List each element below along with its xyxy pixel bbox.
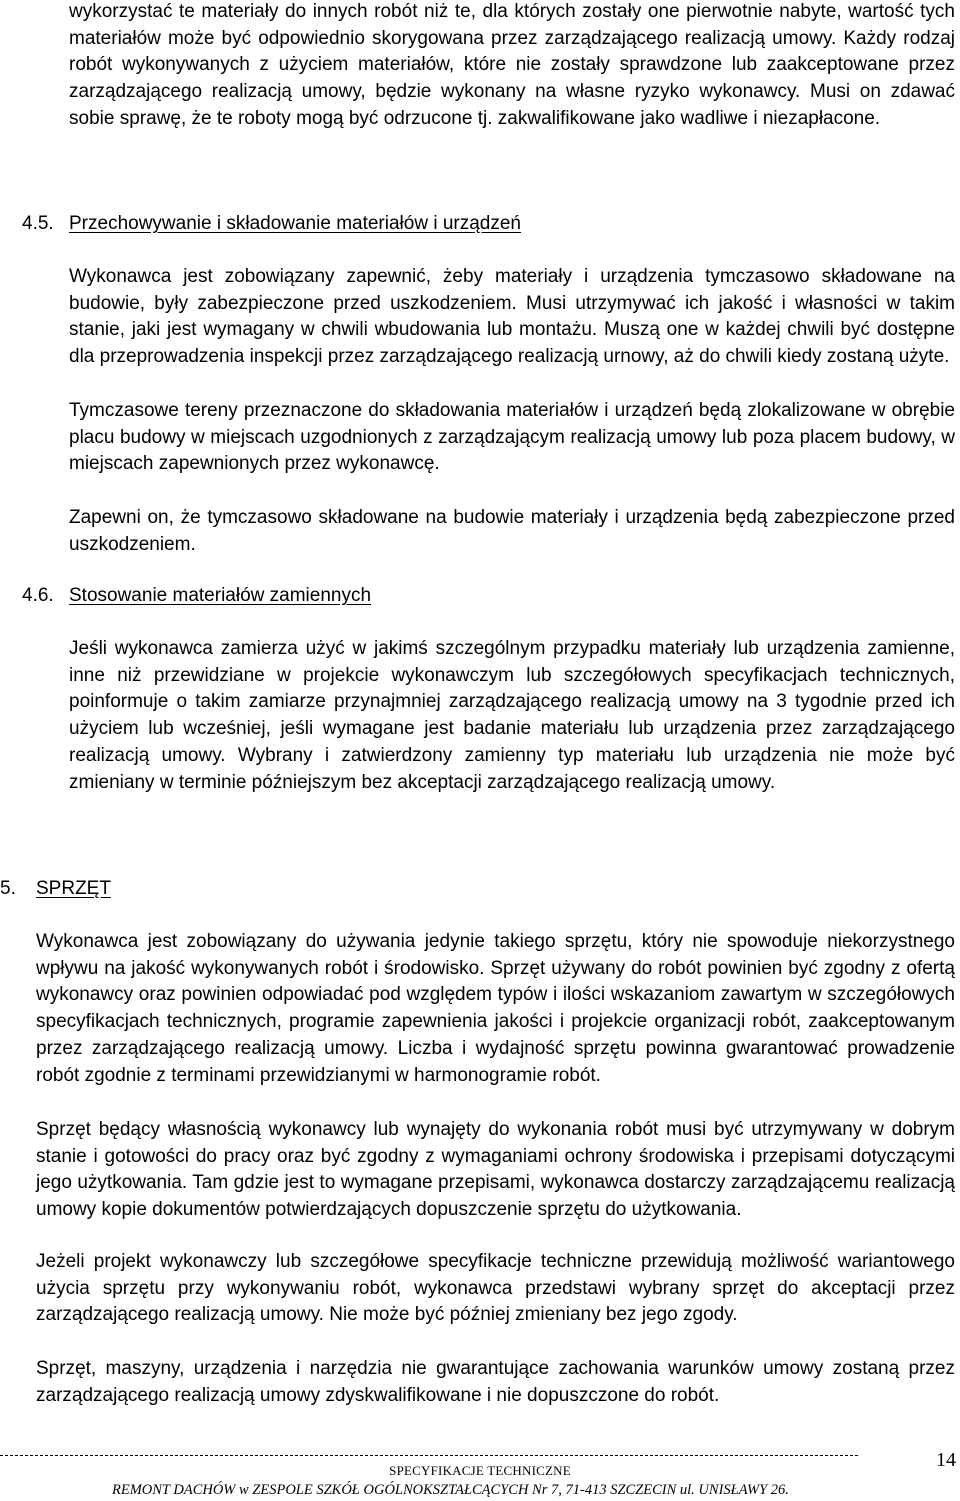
section-number: 4.6.	[22, 585, 54, 606]
section-5-paragraph-4: Sprzęt, maszyny, urządzenia i narzędzia nie gwarantujące zachowania warunków umowy zostaną przez zarządzającego realizacją umowy zdyskwalifikowane i nie dopuszczone do robót.	[36, 1358, 955, 1406]
section-4-6-paragraph-1: Jeśli wykonawca zamierza użyć w jakimś szczególnym przypadku materiały lub urządzenia zamienne, inne niż przewidziane w projekcie wykonawczym lub szczegółowych specyfikacjach technicznych, poinformuje o takim zamiarze przynajmniej zarządzającego realizacją umowy na 3 tygodnie przed ich użyciem lub wcześniej, jeśli wymagane jest badanie materiału lub urządzenia przez zarządzającego realizacją umowy. Wybrany i zatwierdzony zamienny typ materiału lub urządzenia nie może być zmieniany w terminie późniejszym bez akceptacji zarządzającego realizacją umowy.	[69, 638, 955, 793]
footer-divider	[0, 1455, 858, 1456]
footer-address: REMONT DACHÓW w ZESPOLE SZKÓŁ OGÓLNOKSZTAŁCĄCYCH Nr 7, 71-413 SZCZECIN ul. UNISŁAWY 26.	[112, 1482, 789, 1498]
section-title: Stosowanie materiałów zamiennych	[69, 585, 372, 606]
section-title: Przechowywanie i składowanie materiałów i urządzeń	[69, 213, 521, 234]
section-5-paragraph-1: Wykonawca jest zobowiązany do używania jedynie takiego sprzętu, który nie spowoduje niekorzystnego wpływu na jakość wykonywanych robót i środowisko. Sprzęt używany do robót powinien być zgodny z ofertą wykonawcy oraz powinien odpowiadać pod względem typów i ilości wskazaniom zawartym w szczegółowych specyfikacjach technicznych, programie zapewnienia jakości i projekcie organizacji robót, zaakceptowanym przez zarządzającego realizacją umowy. Liczba i wydajność sprzętu powinna gwarantować prowadzenie robót zgodnie z terminami przewidzianymi w harmonogramie robót.	[36, 931, 955, 1086]
section-number: 4.5.	[22, 213, 54, 234]
section-number: 5.	[0, 878, 16, 899]
section-5-paragraph-3: Jeżeli projekt wykonawczy lub szczegółowe specyfikacje techniczne przewidują możliwość wariantowego użycia sprzętu przy wykonywaniu robót, wykonawca przedstawi wybrany sprzęt do akceptacji przez zarządzającego realizacją umowy. Nie może być później zmieniany bez jego zgody.	[36, 1251, 955, 1326]
section-4-5-paragraph-1: Wykonawca jest zobowiązany zapewnić, żeby materiały i urządzenia tymczasowo składowane na budowie, były zabezpieczone przed uszkodzeniem. Musi utrzymywać ich jakość i własności w takim stanie, jaki jest wymagany w chwili wbudowania lub montażu. Muszą one w każdej chwili być dostępne dla przeprowadzenia inspekcji przez zarządzającego realizacją urnowy, aż do chwili kiedy zostaną użyte.	[69, 266, 955, 368]
section-4-5-paragraph-3: Zapewni on, że tymczasowo składowane na budowie materiały i urządzenia będą zabezpieczone przed uszkodzeniem.	[69, 507, 955, 555]
page-number: 14	[936, 1449, 956, 1471]
section-5-paragraph-2: Sprzęt będący własnością wykonawcy lub wynajęty do wykonania robót musi być utrzymywany w dobrym stanie i gotowości do pracy oraz być zgodny z wymaganiami ochrony środowiska i przepisami dotyczącymi jego użytkowania. Tam gdzie jest to wymagane przepisami, wykonawca dostarczy zarządzającemu realizacją umowy kopie dokumentów potwierdzających dopuszczenie sprzętu do użytkowania.	[36, 1119, 955, 1221]
section-title: SPRZĘT	[36, 878, 111, 899]
footer-title: SPECYFIKACJE TECHNICZNE	[389, 1463, 571, 1478]
intro-paragraph: wykorzystać te materiały do innych robót niż te, dla których zostały one pierwotnie nabyte, wartość tych materiałów może być odpowiednio skorygowana przez zarządzającego realizacją umowy. Każdy rodzaj robót wykonywanych z użyciem materiałów, które nie zostały sprawdzone lub zaakceptowane przez zarządzającego realizacją umowy, będzie wykonany na własne ryzyko wykonawcy. Musi on zdawać sobie sprawę, że te roboty mogą być odrzucone tj. zakwalifikowane jako wadliwe i niezapłacone.	[69, 1, 955, 129]
section-4-5-paragraph-2: Tymczasowe tereny przeznaczone do składowania materiałów i urządzeń będą zlokalizowane w obrębie placu budowy w miejscach uzgodnionych z zarządzającym realizacją umowy lub poza placem budowy, w miejscach zapewnionych przez wykonawcę.	[69, 400, 955, 475]
